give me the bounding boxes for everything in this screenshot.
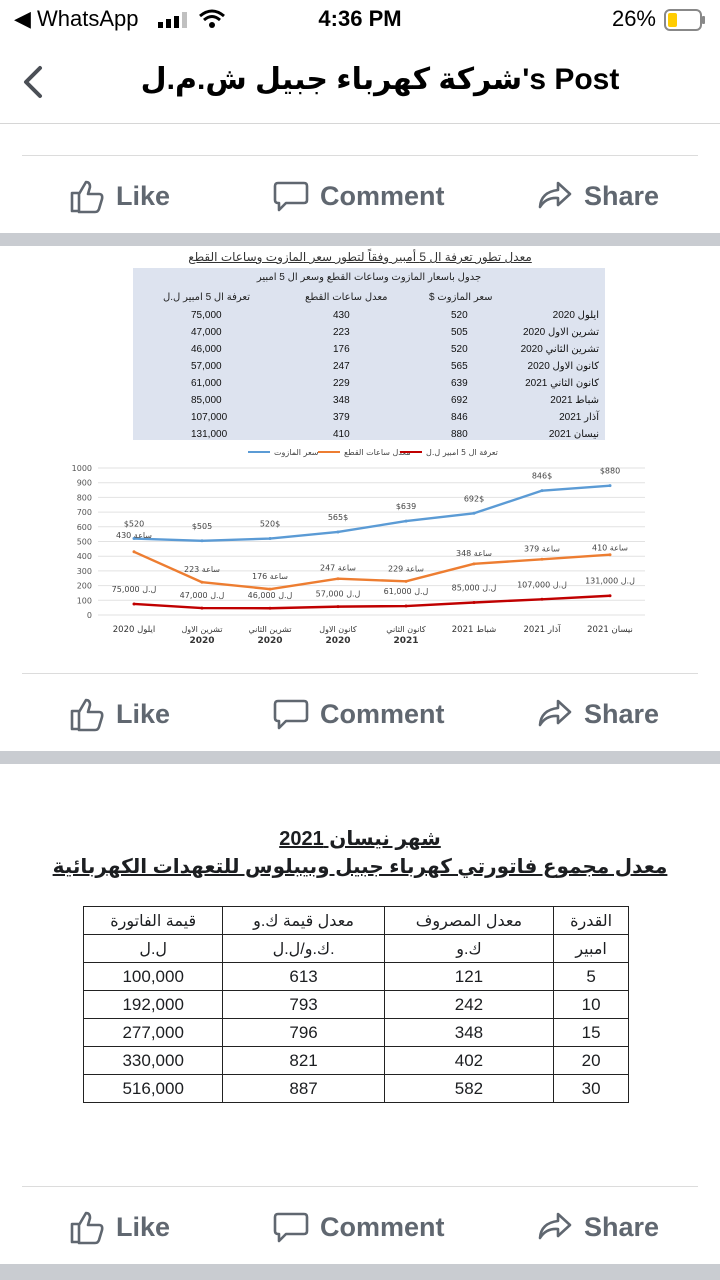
y-tick-label: 1000 xyxy=(71,464,92,473)
comment-label: Comment xyxy=(320,698,445,729)
post-actions-2 xyxy=(22,673,698,751)
page-title: شركة كهرباء جبيل ش.م.ل's Post xyxy=(140,63,620,96)
data-point xyxy=(337,577,340,580)
data-label: 131,000 ل.ل xyxy=(585,576,635,586)
chart-legend xyxy=(240,445,500,459)
back-chevron-icon[interactable] xyxy=(18,62,48,102)
data-point xyxy=(473,601,476,604)
legend-tariff: تعرفة ال 5 امبير ل.ل xyxy=(426,448,498,457)
x-tick-label: آذار 2021 xyxy=(523,625,561,635)
share-icon xyxy=(536,695,574,733)
data-point xyxy=(405,580,408,583)
data-label: 410 ساعة xyxy=(591,543,629,553)
unit-cell: امبير xyxy=(554,935,629,963)
data-point xyxy=(541,598,544,601)
col-header-tariff: تعرفة ال 5 امبير ل.ل xyxy=(163,292,250,303)
table-title-month: شهر نيسان 2021 xyxy=(279,828,441,850)
share-label: Share xyxy=(584,1211,660,1242)
comment-label: Comment xyxy=(320,180,445,211)
table-row: 75,000 430 520 ايلول 2020 xyxy=(191,310,599,321)
data-point xyxy=(473,562,476,565)
share-label: Share xyxy=(584,698,660,729)
data-point xyxy=(269,607,272,610)
legend-hours: معدل ساعات القطع xyxy=(344,448,411,457)
post-separator xyxy=(0,1264,720,1280)
thumbs-up-icon xyxy=(68,1208,106,1246)
y-tick-label: 0 xyxy=(86,611,92,620)
back-to-app-link[interactable]: ◀ WhatsApp xyxy=(14,6,139,31)
share-button[interactable] xyxy=(536,1207,659,1247)
col-header-kwh-value: معدل قيمة ك.و xyxy=(223,907,384,935)
like-button[interactable] xyxy=(68,1207,170,1247)
data-point xyxy=(405,520,408,523)
thumbs-up-icon xyxy=(68,177,106,215)
share-button[interactable] xyxy=(536,176,659,216)
battery-percent: 26% xyxy=(611,6,656,31)
chart-title: معدل تطور تعرفة ال 5 أمبير وفقاً لتطور سعر المازوت وساعات القطع xyxy=(188,250,532,264)
data-label: $520 xyxy=(123,519,145,529)
comment-icon xyxy=(272,177,310,215)
data-point xyxy=(405,605,408,608)
series-line-0 xyxy=(134,486,610,541)
x-tick-label: تشرين الثاني xyxy=(248,625,292,634)
data-label: 85,000 ل.ل xyxy=(451,583,497,593)
table-unit-row xyxy=(84,935,629,963)
data-point xyxy=(201,539,204,542)
post-header xyxy=(0,40,720,124)
y-tick-label: 900 xyxy=(76,478,92,488)
like-label: Like xyxy=(116,698,171,729)
data-label: $505 xyxy=(191,521,213,531)
table-row: 47,000 223 505 تشرين الاول 2020 xyxy=(191,327,599,338)
data-point xyxy=(269,537,272,540)
col-header-invoice: قيمة الفاتورة xyxy=(84,907,223,935)
table-row: 277,000 796 348 15 xyxy=(84,1019,629,1047)
comment-icon xyxy=(272,1208,310,1246)
data-point xyxy=(541,558,544,561)
data-point xyxy=(337,530,340,533)
col-header-capacity: القدرة xyxy=(554,907,629,935)
data-point xyxy=(541,489,544,492)
table-row: 192,000 793 242 10 xyxy=(84,991,629,1019)
table-caption: جدول باسعار المازوت وساعات القطع وسعر ال 5 امبير xyxy=(256,272,482,283)
post-separator xyxy=(0,751,720,764)
post-actions-1 xyxy=(22,155,698,233)
post-image-chart[interactable] xyxy=(0,246,720,672)
thumbs-up-icon xyxy=(68,695,106,733)
data-point xyxy=(473,512,476,515)
diesel-table xyxy=(133,268,605,440)
table-row: 100,000 613 121 5 xyxy=(84,963,629,991)
data-point xyxy=(133,602,136,605)
data-point xyxy=(337,605,340,608)
data-label: $639 xyxy=(395,502,417,512)
table-row: 330,000 821 402 20 xyxy=(84,1047,629,1075)
share-icon xyxy=(536,177,574,215)
data-label: 46,000 ل.ل xyxy=(247,591,293,601)
table-row: 57,000 247 565 كانون الاول 2020 xyxy=(191,361,599,372)
post-actions-3 xyxy=(22,1186,698,1264)
y-tick-label: 700 xyxy=(76,508,92,518)
table-row: 107,000 379 846 آذار 2021 xyxy=(191,412,599,423)
comment-button[interactable] xyxy=(272,1207,445,1247)
battery-icon xyxy=(664,9,706,31)
y-tick-label: 100 xyxy=(76,596,92,606)
x-tick-label-year: 2021 xyxy=(393,636,419,646)
x-tick-label: نيسان 2021 xyxy=(587,625,633,635)
table-header-row xyxy=(84,907,629,935)
invoice-table xyxy=(83,906,629,1103)
status-bar xyxy=(0,0,720,40)
table-row: 46,000 176 520 تشرين الثاني 2020 xyxy=(191,344,599,355)
data-label: 57,000 ل.ل xyxy=(315,589,361,599)
comment-icon xyxy=(272,695,310,733)
data-point xyxy=(133,550,136,553)
data-label: 692$ xyxy=(463,494,485,504)
data-label: 223 ساعة xyxy=(183,565,221,575)
data-label: 247 ساعة xyxy=(319,563,357,573)
data-label: 846$ xyxy=(531,471,553,481)
data-label: 229 ساعة xyxy=(387,564,425,574)
data-point xyxy=(201,607,204,610)
x-tick-label: كانون الثاني xyxy=(386,625,426,634)
share-button[interactable] xyxy=(536,694,659,734)
legend-diesel: سعر المازوت xyxy=(274,448,319,457)
data-label: 520$ xyxy=(259,519,281,529)
post-image-table[interactable] xyxy=(0,764,720,1184)
x-tick-label: ايلول 2020 xyxy=(112,625,156,635)
data-label: 565$ xyxy=(327,512,349,522)
col-header-consumption: معدل المصروف xyxy=(384,907,553,935)
share-icon xyxy=(536,1208,574,1246)
share-label: Share xyxy=(584,180,660,211)
y-tick-label: 200 xyxy=(76,581,92,591)
comment-label: Comment xyxy=(320,1211,445,1242)
table-row: 61,000 229 639 كانون الثاني 2021 xyxy=(191,378,599,389)
y-tick-label: 800 xyxy=(76,493,92,503)
x-tick-label-year: 2020 xyxy=(257,636,283,646)
y-tick-label: 400 xyxy=(76,552,92,562)
table-row: 85,000 348 692 شباط 2021 xyxy=(191,395,599,406)
like-button[interactable] xyxy=(68,176,170,216)
like-button[interactable] xyxy=(68,694,170,734)
unit-cell: ك.و/ل.ل. xyxy=(223,935,384,963)
data-label: 75,000 ل.ل xyxy=(111,584,157,594)
table-row: 516,000 887 582 30 xyxy=(84,1075,629,1103)
x-tick-label: كانون الاول xyxy=(319,625,357,634)
y-tick-label: 500 xyxy=(76,537,92,547)
y-tick-label: 300 xyxy=(76,566,92,576)
x-tick-label: شباط 2021 xyxy=(451,625,497,635)
col-header-diesel: سعر المازوت $ xyxy=(429,292,493,303)
data-point xyxy=(609,553,612,556)
data-label: 176 ساعة xyxy=(251,572,289,582)
table-title-description: معدل مجموع فاتورتي كهرباء جبيل وبيبلوس للتعهدات الكهربائية xyxy=(52,856,668,878)
unit-cell: ل.ل xyxy=(84,935,223,963)
data-point xyxy=(201,581,204,584)
x-tick-label-year: 2020 xyxy=(189,636,215,646)
data-label: 348 ساعة xyxy=(455,548,493,558)
like-label: Like xyxy=(116,180,171,211)
line-chart xyxy=(0,460,720,672)
data-point xyxy=(609,484,612,487)
data-label: 61,000 ل.ل xyxy=(383,587,429,597)
data-label: 47,000 ل.ل xyxy=(179,591,225,601)
data-label: 107,000 ل.ل xyxy=(517,580,567,590)
data-point xyxy=(269,588,272,591)
data-label: 379 ساعة xyxy=(523,544,561,554)
y-tick-label: 600 xyxy=(76,522,92,532)
comment-button[interactable] xyxy=(272,176,445,216)
data-label: $880 xyxy=(599,466,621,476)
table-row: 131,000 410 880 نيسان 2021 xyxy=(191,429,599,440)
col-header-hours: معدل ساعات القطع xyxy=(305,292,388,303)
data-point xyxy=(609,594,612,597)
x-tick-label: تشرين الاول xyxy=(181,625,223,634)
like-label: Like xyxy=(116,1211,171,1242)
status-time: 4:36 PM xyxy=(318,6,402,31)
unit-cell: ك.و xyxy=(384,935,553,963)
comment-button[interactable] xyxy=(272,694,445,734)
post-separator xyxy=(0,233,720,246)
x-tick-label-year: 2020 xyxy=(325,636,351,646)
data-label: 430 ساعة xyxy=(115,530,153,540)
